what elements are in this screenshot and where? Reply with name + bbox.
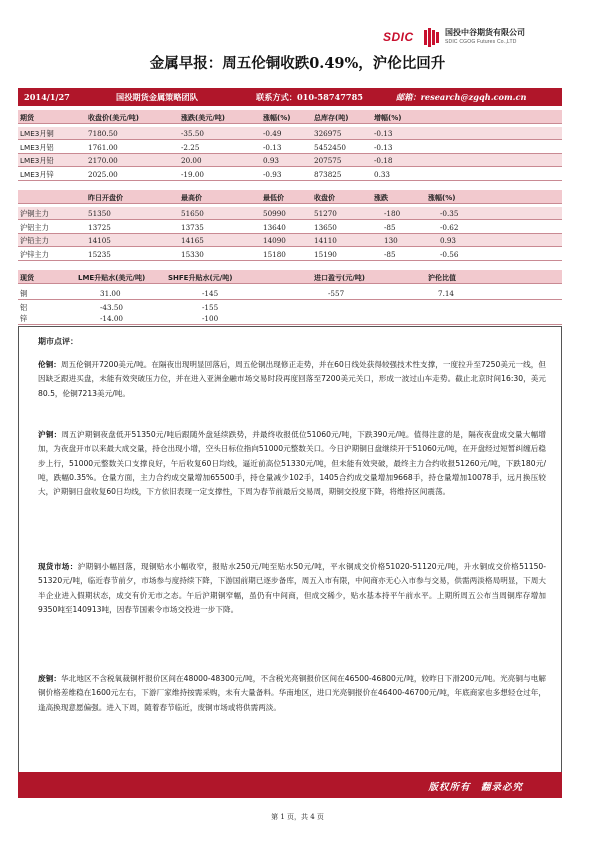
table-cell: 51350: [88, 209, 111, 218]
table-cell: LME3月铅: [20, 156, 54, 165]
table-header-cell: 收盘价: [314, 194, 335, 202]
page-number: 第 1 页，共 4 页: [271, 813, 324, 821]
table-row: [18, 248, 562, 261]
table-cell: -180: [384, 209, 401, 218]
table-cell: 铜: [20, 289, 28, 298]
table-cell: -155: [202, 302, 219, 312]
table-header-cell: 进口盈亏(元/吨): [314, 274, 365, 282]
copyright-notice: 版权所有 翻录必究: [428, 782, 523, 793]
table-header-cell: 增幅(%): [374, 114, 402, 122]
logo-mark-icon: [424, 28, 442, 47]
contact-phone: 联系方式：010-58747785: [256, 92, 364, 102]
table-cell: 14105: [88, 236, 111, 245]
table-cell: 7.14: [438, 289, 455, 298]
table-cell: -0.13: [374, 142, 393, 152]
paragraph-scrap-copper: [38, 672, 546, 715]
logo-brand: SDIC: [383, 30, 414, 44]
paragraph-text: 周五伦铜开7200美元/吨。在隔夜出现明显回落后，周五伦铜出现修正走势，并在60日线处获得较强技术性支撑，一度拉升至7250美元一线，但因缺乏跟进买盘，未能有效突破压力位，并在进入亚洲金融市场交易时段再度回落至7200美元关口，形成一波过山车走势。截止北京时间16:30，美元80.5，伦铜7213美元/吨。: [38, 360, 546, 398]
table-cell: 13725: [88, 222, 111, 232]
header-banner: [18, 88, 562, 106]
table-cell: -43.50: [100, 302, 124, 312]
table-row: [18, 234, 562, 247]
table-row: [18, 154, 562, 167]
table-cell: 1761.00: [88, 142, 118, 152]
report-date: 2014/1/27: [24, 92, 70, 102]
logo-company-name-cn: 国投中谷期货有限公司: [445, 27, 525, 37]
team-name: 国投期货金属策略团队: [116, 92, 198, 102]
table-cell: 14110: [314, 236, 337, 245]
company-logo: [383, 27, 579, 49]
table-header-cell: 沪伦比值: [428, 274, 456, 282]
table-row: [18, 168, 562, 181]
report-title: 金属早报：周五伦铜收跌0.49%，沪伦比回升: [149, 55, 446, 72]
table-header-cell: SHFE升贴水(元/吨): [168, 274, 233, 282]
table-cell: 326975: [314, 129, 342, 138]
paragraph-lme-copper: [38, 358, 546, 401]
table-cell: 15190: [314, 249, 337, 259]
paragraph-label: 沪铜：: [38, 430, 62, 439]
table-cell: 207575: [314, 156, 342, 165]
table-cell: 沪锌主力: [20, 249, 49, 259]
paragraph-text: 华北地区不含税氧裁铜杆报价区间在48000-48300元/吨，不含税光亮铜报价区间在46500-46800元/吨，较昨日下滑200元/吨。光亮铜与电解铜价格差维稳在1600元左右，下游厂家维持按需采购，未有大量备料。华南地区，进口光亮铜报价在46400-46700元/吨，年底商家也多想轻仓过年，逢高换现意愿偏强。进入下周，随着春节临近，废铜市场或将供需两淡。: [38, 674, 547, 712]
table-cell: 31.00: [100, 289, 121, 298]
commentary-title: 期市点评：: [38, 337, 78, 346]
table-cell: 0.93: [440, 236, 457, 245]
paragraph-label: 伦铜：: [38, 360, 61, 369]
table-cell: -0.18: [374, 156, 393, 165]
table-cell: -0.49: [263, 129, 282, 138]
contact-email[interactable]: 邮箱：research@zgqh.com.cn: [396, 92, 527, 102]
table-cell: -85: [384, 249, 396, 259]
paragraph-label: 废铜：: [38, 674, 62, 683]
table-cell: 锌: [20, 314, 28, 323]
paragraph-label: 现货市场：: [38, 562, 78, 571]
table-header-cell: 最高价: [181, 194, 202, 202]
table-cell: 5452450: [314, 142, 347, 152]
table-row: [18, 312, 562, 325]
table-cell: 130: [384, 236, 398, 245]
table-cell: 0.33: [374, 169, 391, 179]
table-cell: -19.00: [181, 169, 205, 179]
table-header-cell: LME升贴水(美元/吨): [78, 274, 146, 282]
shfe-table-header: [18, 190, 562, 204]
table-cell: 沪铜主力: [20, 209, 49, 218]
table-cell: 13640: [263, 222, 286, 232]
table-cell: 13650: [314, 222, 337, 232]
table-cell: -145: [202, 289, 219, 298]
table-header-cell: 期货: [20, 114, 34, 122]
table-cell: -0.13: [374, 129, 393, 138]
table-cell: -14.00: [100, 314, 124, 323]
table-cell: 沪铅主力: [20, 236, 49, 245]
table-cell: 沪铝主力: [20, 222, 49, 232]
paragraph-text: 周五沪期铜夜盘低开51350元/吨后跟随外盘延续跌势，并最终收报低位51060元/吨，下跌390元/吨。值得注意的是，隔夜夜盘成交量大幅增加，为夜盘开市以来最大成交量，持仓出现小增，空头日标位指向51000元整数关口。今日沪期铜日盘继续开于51060元/吨，在开盘经过短暂纠缠后稳步上行，51000元整数关口支撑良好，午后收复60日均线，逼近前高位51330元/吨，但未能有效突破，最终主力合约收报51260元/吨，下跌180元/吨，跌幅0.35%。仓量方面，主力合约成交量增加65500手，持仓量减少102手，1405合约成交量增加9668手，持仓量增加10078手，远月换压较大，沪期铜日盘收复60日均线，下方依旧表现一定支撑性，下周为春节前最后交易周，期铜交投度下降，将维持区间震荡。: [38, 430, 546, 497]
table-header-cell: 涨幅(%): [428, 194, 456, 202]
table-cell: 13735: [181, 222, 204, 232]
table-cell: -35.50: [181, 129, 205, 138]
table-cell: 14090: [263, 236, 286, 245]
table-cell: LME3月锌: [20, 169, 54, 179]
table-row: [18, 141, 562, 154]
table-cell: 0.93: [263, 156, 280, 165]
table-cell: -0.93: [263, 169, 282, 179]
table-cell: 2170.00: [88, 156, 118, 165]
paragraph-shfe-copper: [38, 428, 546, 499]
table-cell: 15235: [88, 249, 111, 259]
table-cell: 铝: [20, 302, 28, 312]
table-header-cell: 现货: [20, 274, 34, 282]
table-header-cell: 总库存(吨): [314, 114, 349, 122]
table-cell: 873825: [314, 169, 342, 179]
table-cell: -85: [384, 222, 396, 232]
table-cell: LME3月铝: [20, 142, 54, 152]
table-header-cell: 涨跌: [374, 194, 388, 202]
table-cell: 50990: [263, 209, 286, 218]
table-header-cell: 收盘价(美元/吨): [88, 114, 139, 122]
table-cell: 51650: [181, 209, 204, 218]
table-header-cell: 最低价: [263, 194, 284, 202]
table-row: [18, 287, 562, 300]
table-cell: 14165: [181, 236, 204, 245]
table-cell: LME3月铜: [20, 129, 54, 138]
table-cell: -0.35: [440, 209, 459, 218]
logo-company-name-en: SDIC CGOG Futures Co.,LTD: [445, 39, 517, 45]
table-cell: -557: [328, 289, 345, 298]
table-cell: 51270: [314, 209, 337, 218]
table-cell: 2025.00: [88, 169, 118, 179]
table-cell: -0.56: [440, 249, 459, 259]
table-cell: -0.62: [440, 222, 459, 232]
table-cell: 7180.50: [88, 129, 118, 138]
table-header-cell: 涨幅(%): [263, 114, 291, 122]
table-cell: -0.13: [263, 142, 282, 152]
lme-table-header: [18, 110, 562, 124]
spot-table-header: [18, 270, 562, 284]
table-row: [18, 221, 562, 234]
table-cell: 15330: [181, 249, 204, 259]
paragraph-text: 沪期铜小幅回落，现铜贴水小幅收窄，报贴水250元/吨至贴水50元/吨，平水铜成交价格51020-51120元/吨，升水铜成交价格51150-51320元/吨，临近春节前夕，市场参与度持续下降，下游国前期已逐步备库，周五入市有限，中间商亦无心入市参与交易，供需两淡格局明显，下周大半企业进入假期状态，成交有价无市之态。午后沪期铜窄幅，虽仍有中间商，但成交稀少，贴水基本持平午前水平。上期所周五公布当周铜库存增加9350吨至140913吨，因春节国素令市场交投进一步下降。: [38, 562, 546, 614]
table-cell: 15180: [263, 249, 286, 259]
table-header-cell: 涨跌(美元/吨): [181, 114, 225, 122]
table-cell: -2.25: [181, 142, 200, 152]
paragraph-spot-market: [38, 560, 546, 617]
table-row: [18, 127, 562, 140]
table-cell: -100: [202, 314, 219, 323]
table-header-cell: 昨日开盘价: [88, 194, 123, 202]
table-row: [18, 207, 562, 220]
table-cell: 20.00: [181, 156, 202, 165]
